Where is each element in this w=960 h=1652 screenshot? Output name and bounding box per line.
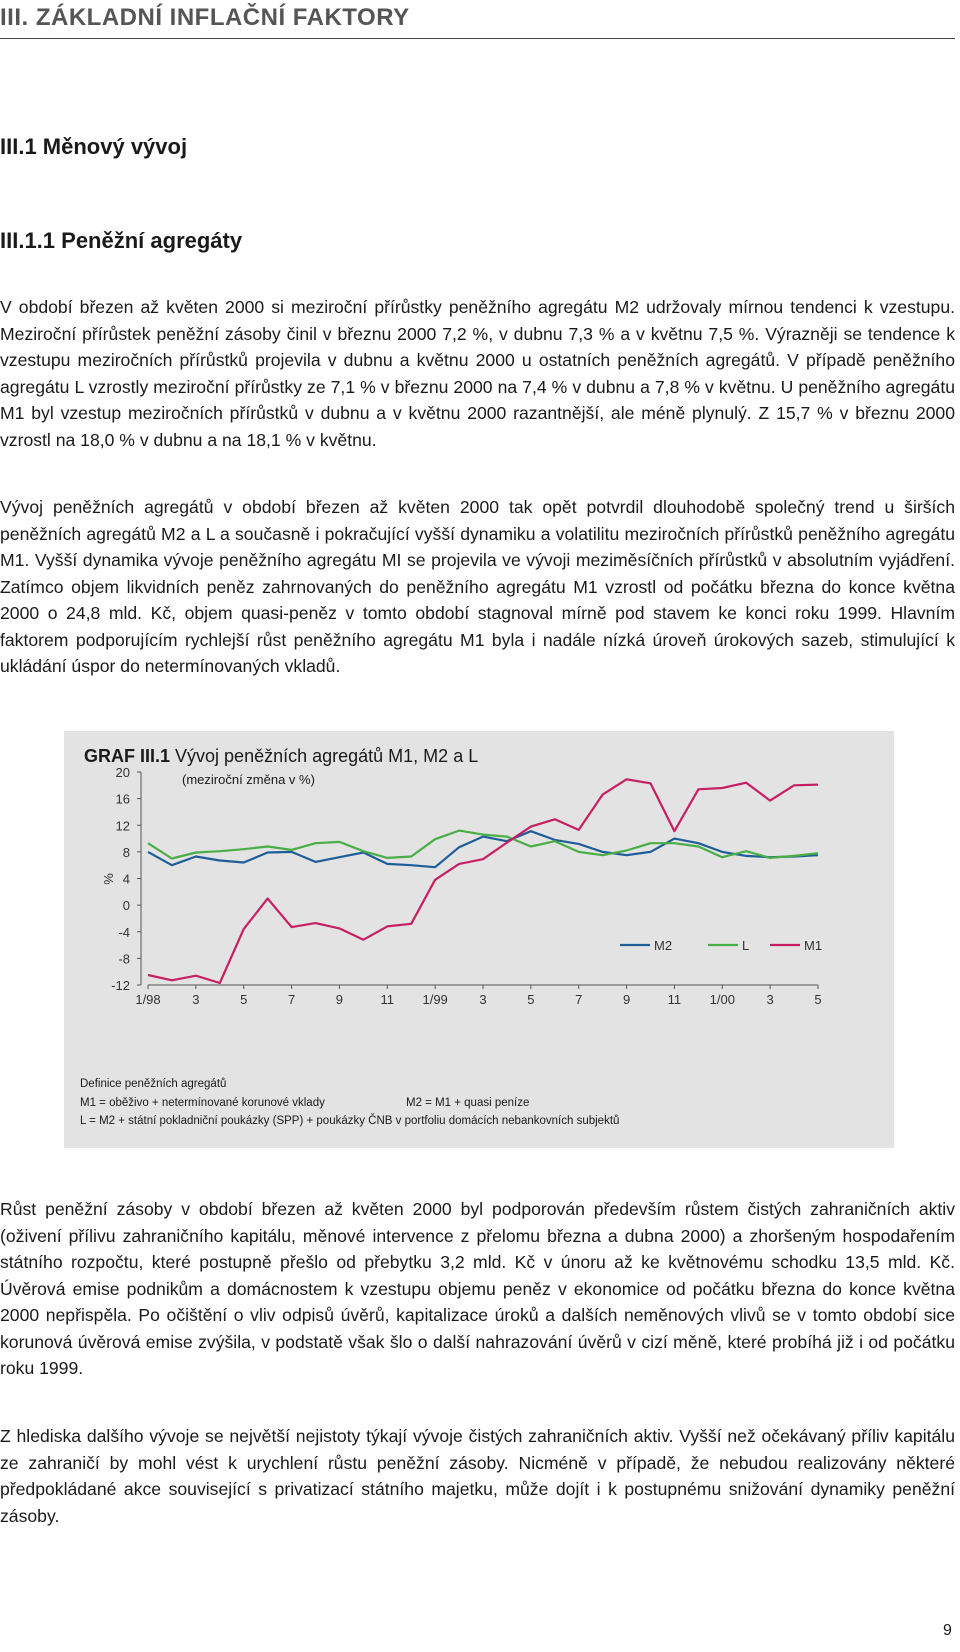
- x-tick-label: 9: [335, 992, 344, 1007]
- page-number: 9: [943, 1622, 952, 1639]
- x-tick-label: 11: [380, 992, 395, 1007]
- x-tick-label: 5: [527, 992, 535, 1007]
- y-tick-label: -4: [118, 924, 130, 940]
- series-line-m1: [148, 779, 818, 983]
- definitions-heading: Definice peněžních agregátů: [80, 1078, 227, 1090]
- x-tick-label: 1/98: [135, 992, 161, 1007]
- heading-rule: [0, 38, 955, 39]
- x-tick-label: 1/00: [709, 992, 735, 1007]
- y-tick-label: 20: [115, 765, 130, 780]
- y-tick-label: 4: [122, 871, 130, 887]
- legend-label-m1: M1: [804, 938, 823, 953]
- x-tick-label: 7: [575, 992, 583, 1007]
- figure-panel: [64, 731, 894, 1148]
- figure-label: GRAF III.1: [84, 746, 171, 766]
- y-tick-label: -12: [111, 978, 130, 993]
- y-tick-label: 0: [122, 898, 130, 914]
- figure-subtitle: (meziroční změna v %): [182, 772, 315, 787]
- paragraph: Vývoj peněžních agregátů v období březen až květen 2000 tak opět potvrdil dlouhodobě společný trend u širších peněžních agregátů M2 a L a současně i pokračující vyšší dynamiku a volatilitu meziročních přírůstků peněžního agregátu M1. Vyšší dynamika vývoje peněžního agregátu MI se projevila ve vývoji meziměsíčních přírůstků v absolutním vyjádření. Zatímco objem likvidních peněz zahrnovaných do peněžního agregátu M1 vzrostl od počátku března do konce května 2000 o 24,8 mld. Kč, objem quasi-peněz v tomto období stagnoval mírně pod stavem ke konci roku 1999. Hlavním faktorem podporujícím rychlejší růst peněžního agregátu M1 byla i nadále nízká úroveň úrokových sazeb, stimulující k ukládání úspor do netermínovaných vkladů.: [0, 497, 955, 676]
- x-tick-label: 3: [766, 992, 774, 1007]
- figure-title-text: Vývoj peněžních agregátů M1, M2 a L: [175, 746, 479, 766]
- series-line-l: [148, 831, 818, 859]
- paragraph: Růst peněžní zásoby v období březen až květen 2000 byl podporován především růstem čistých zahraničních aktiv (oživení přílivu zahraničního kapitálu, měnové intervence z přelomu března a dubna 2000) a zhoršeným hospodařením státního rozpočtu, které postupně přešlo od přebytku 3,2 mld. Kč v únoru až ke květnovému schodku 13,5 mld. Kč. Úvěrová emise podnikům a domácnostem k vzestupu objemu peněz v ekonomice od počátku března do konce května 2000 nepřispěla. Po očištění o vliv odpisů úvěrů, kapitalizace úroků a dalších neměnových vlivů se v tomto období sice korunová úvěrová emise zvýšila, v podstatě však šlo o další nahrazování úvěrů v cizí měně, které probíhá již i od počátku roku 1999.: [0, 1199, 955, 1378]
- x-tick-label: 7: [287, 992, 296, 1007]
- y-tick-label: 12: [115, 818, 130, 834]
- legend-label-m2: M2: [654, 938, 673, 953]
- y-tick-label: 16: [115, 791, 130, 807]
- y-axis-label: %: [101, 873, 116, 885]
- definition-l: L = M2 + státní pokladniční poukázky (SPP) + poukázky ČNB v portfoliu domácích nebankovních subjektů: [80, 1115, 620, 1127]
- paragraph: Z hlediska dalšího vývoje se největší nejistoty týkají vývoje čistých zahraničních aktiv. Vyšší než očekávaný příliv kapitálu ze zahraničí by mohl vést k urychlení růstu peněžní zásoby. Nicméně v případě, že nebudou realizovány některé předpokládané akce související s privatizací státního majetku, může dojít i k postupnému snižování dynamiky peněžní zásoby.: [0, 1426, 955, 1526]
- x-tick-label: 5: [814, 992, 822, 1007]
- x-tick-label: 3: [192, 992, 200, 1007]
- x-tick-label: 3: [479, 992, 487, 1007]
- x-tick-label: 5: [240, 992, 248, 1007]
- x-tick-label: 11: [667, 992, 682, 1007]
- x-tick-label: 1/99: [422, 992, 448, 1007]
- legend-label-l: L: [742, 938, 750, 953]
- x-tick-label: 9: [622, 992, 631, 1007]
- subheading-aggregates: III.1.1 Peněžní agregáty: [0, 228, 243, 253]
- subheading-monetary: III.1 Měnový vývoj: [0, 134, 188, 159]
- paragraph: V období březen až květen 2000 si meziroční přírůstky peněžního agregátu M2 udržovaly mírnou tendenci k vzestupu. Meziroční přírůstek peněžní zásoby činil v březnu 2000 7,2 %, v dubnu 7,3 % a v květnu 7,5 %. Výrazněji se tendence k vzestupu meziročních přírůstků projevila v dubnu a květnu 2000 u ostatních peněžních agregátů. V případě peněžního agregátu L vzrostly meziroční přírůstky ze 7,1 % v březnu 2000 na 7,4 % v dubnu a 7,8 % v květnu. U peněžního agregátu M1 byl vzestup meziročních přírůstků v dubnu a v květnu 2000 razantnější, ale méně plynulý. Z 15,7 % v březnu 2000 vzrostl na 18,0 % v dubnu a na 18,1 % v květnu.: [0, 297, 955, 450]
- definition-m2: M2 = M1 + quasi peníze: [406, 1097, 530, 1109]
- definition-m1: M1 = oběživo + netermínované korunové vklady: [80, 1097, 325, 1109]
- section-heading: III. ZÁKLADNÍ INFLAČNÍ FAKTORY: [0, 4, 410, 31]
- y-tick-label: 8: [122, 844, 130, 860]
- y-tick-label: -8: [118, 951, 130, 967]
